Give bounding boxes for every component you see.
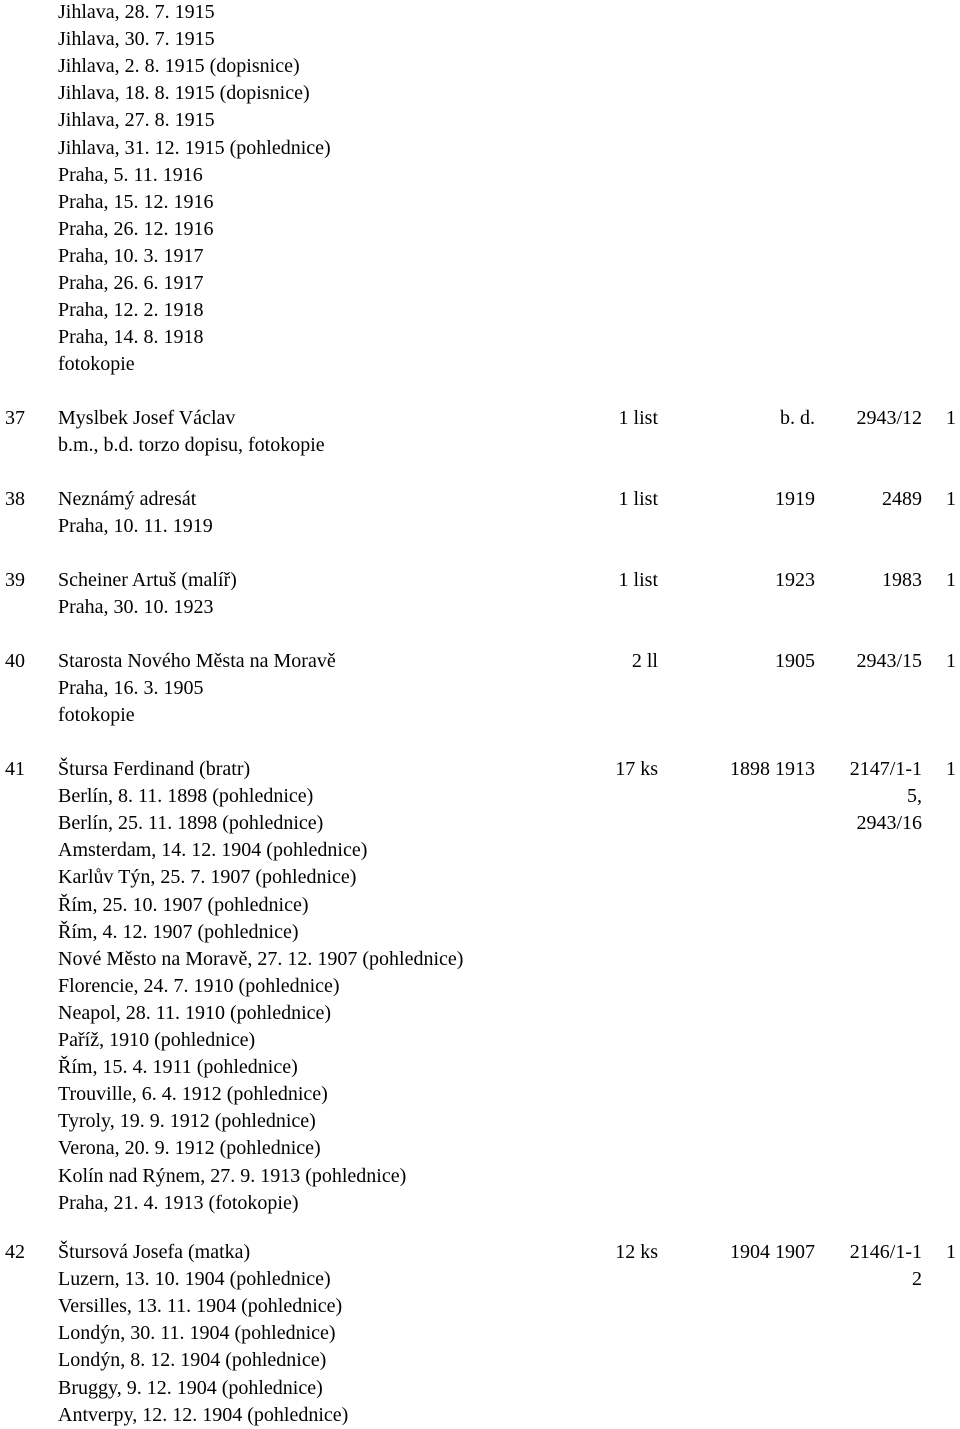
entry-quantity: 12 ks [615,1241,658,1263]
entry-detail: Paříž, 1910 (pohlednice) [58,1029,256,1051]
entry-signature-continued: 5, [907,785,922,808]
entry-detail: Antverpy, 12. 12. 1904 (pohlednice) [58,1403,349,1426]
entry-date: 1919 [775,488,815,510]
entry-quantity: 17 ks [615,758,658,780]
record-text: Jihlava, 28. 7. 1915 [58,1,215,23]
entry-detail: Londýn, 30. 11. 1904 (pohlednice) [58,1322,336,1345]
record-text: Jihlava, 18. 8. 1915 (dopisnice) [58,82,310,105]
entry-detail: Amsterdam, 14. 12. 1904 (pohlednice) [58,839,368,862]
entry-signature: 2943/12 [856,407,922,429]
entry-date: 1904 1907 [730,1241,815,1263]
entry-number: 38 [5,488,25,510]
entry-detail: Praha, 30. 10. 1923 [58,596,214,619]
entry-detail: fotokopie [58,704,135,727]
entry-date: 1898 1913 [730,758,815,780]
entry-detail: b.m., b.d. torzo dopisu, fotokopie [58,434,325,457]
entry-box: 1 [946,488,956,510]
entry-box: 1 [946,407,956,429]
entry-signature: 2943/15 [856,650,922,672]
entry-detail: Řím, 15. 4. 1911 (pohlednice) [58,1056,298,1079]
record-text: Jihlava, 31. 12. 1915 (pohlednice) [58,136,331,159]
entry-detail: Řím, 25. 10. 1907 (pohlednice) [58,893,309,916]
entry-date: b. d. [780,407,815,429]
entry-number: 39 [5,569,25,591]
entry-quantity: 1 list [618,569,658,591]
entry-name: Štursa Ferdinand (bratr) [58,758,251,780]
entry-detail: Verona, 20. 9. 1912 (pohlednice) [58,1137,321,1160]
record-text: Praha, 26. 12. 1916 [58,217,214,240]
record-text: Praha, 14. 8. 1918 [58,326,204,349]
entry-detail: Tyroly, 19. 9. 1912 (pohlednice) [58,1110,316,1133]
entry-name: Neznámý adresát [58,488,197,510]
entry-detail: Bruggy, 9. 12. 1904 (pohlednice) [58,1376,323,1399]
entry-name: Starosta Nového Města na Moravě [58,650,336,672]
entry-number: 42 [5,1241,25,1263]
entry-detail: Berlín, 8. 11. 1898 (pohlednice) [58,785,314,808]
entry-box: 1 [946,569,956,591]
entry-detail: Trouville, 6. 4. 1912 (pohlednice) [58,1083,328,1106]
entry-quantity: 1 list [618,407,658,429]
entry-signature: 2147/1-1 [849,758,922,780]
record-text: Jihlava, 2. 8. 1915 (dopisnice) [58,55,300,78]
entry-signature: 1983 [882,569,922,591]
entry-box: 1 [946,1241,956,1263]
entry-number: 41 [5,758,25,780]
entry-detail: Praha, 10. 11. 1919 [58,515,213,538]
entry-signature-continued: 2943/16 [856,812,922,835]
entry-box: 1 [946,758,956,780]
entry-signature: 2489 [882,488,922,510]
entry-signature: 2146/1-1 [849,1241,922,1263]
entry-detail: Praha, 21. 4. 1913 (fotokopie) [58,1191,299,1214]
entry-detail: Florencie, 24. 7. 1910 (pohlednice) [58,974,340,997]
entry-detail: Kolín nad Rýnem, 27. 9. 1913 (pohlednice) [58,1164,407,1187]
entry-signature-continued: 2 [912,1268,922,1291]
record-text: fotokopie [58,353,135,376]
record-text: Praha, 12. 2. 1918 [58,299,204,322]
entry-detail: Karlův Týn, 25. 7. 1907 (pohlednice) [58,866,357,889]
entry-detail: Nové Město na Moravě, 27. 12. 1907 (pohlednice) [58,947,464,970]
entry-number: 37 [5,407,25,429]
record-text: Jihlava, 27. 8. 1915 [58,109,215,132]
entry-detail: Berlín, 25. 11. 1898 (pohlednice) [58,812,324,835]
record-text: Jihlava, 30. 7. 1915 [58,28,215,51]
entry-quantity: 1 list [618,488,658,510]
entry-number: 40 [5,650,25,672]
entry-detail: Řím, 4. 12. 1907 (pohlednice) [58,920,299,943]
record-text: Praha, 5. 11. 1916 [58,163,203,186]
entry-detail: Versilles, 13. 11. 1904 (pohlednice) [58,1295,343,1318]
entry-date: 1923 [775,569,815,591]
entry-box: 1 [946,650,956,672]
entry-detail: Luzern, 13. 10. 1904 (pohlednice) [58,1268,331,1291]
entry-detail: Londýn, 8. 12. 1904 (pohlednice) [58,1349,327,1372]
entry-detail: Neapol, 28. 11. 1910 (pohlednice) [58,1001,332,1024]
entry-quantity: 2 ll [631,650,658,672]
entry-name: Myslbek Josef Václav [58,407,236,429]
entry-detail: Praha, 16. 3. 1905 [58,677,204,700]
record-text: Praha, 15. 12. 1916 [58,190,214,213]
entry-name: Štursová Josefa (matka) [58,1241,251,1263]
entry-date: 1905 [775,650,815,672]
record-text: Praha, 26. 6. 1917 [58,272,204,294]
entry-name: Scheiner Artuš (malíř) [58,569,237,591]
record-text: Praha, 10. 3. 1917 [58,244,204,267]
